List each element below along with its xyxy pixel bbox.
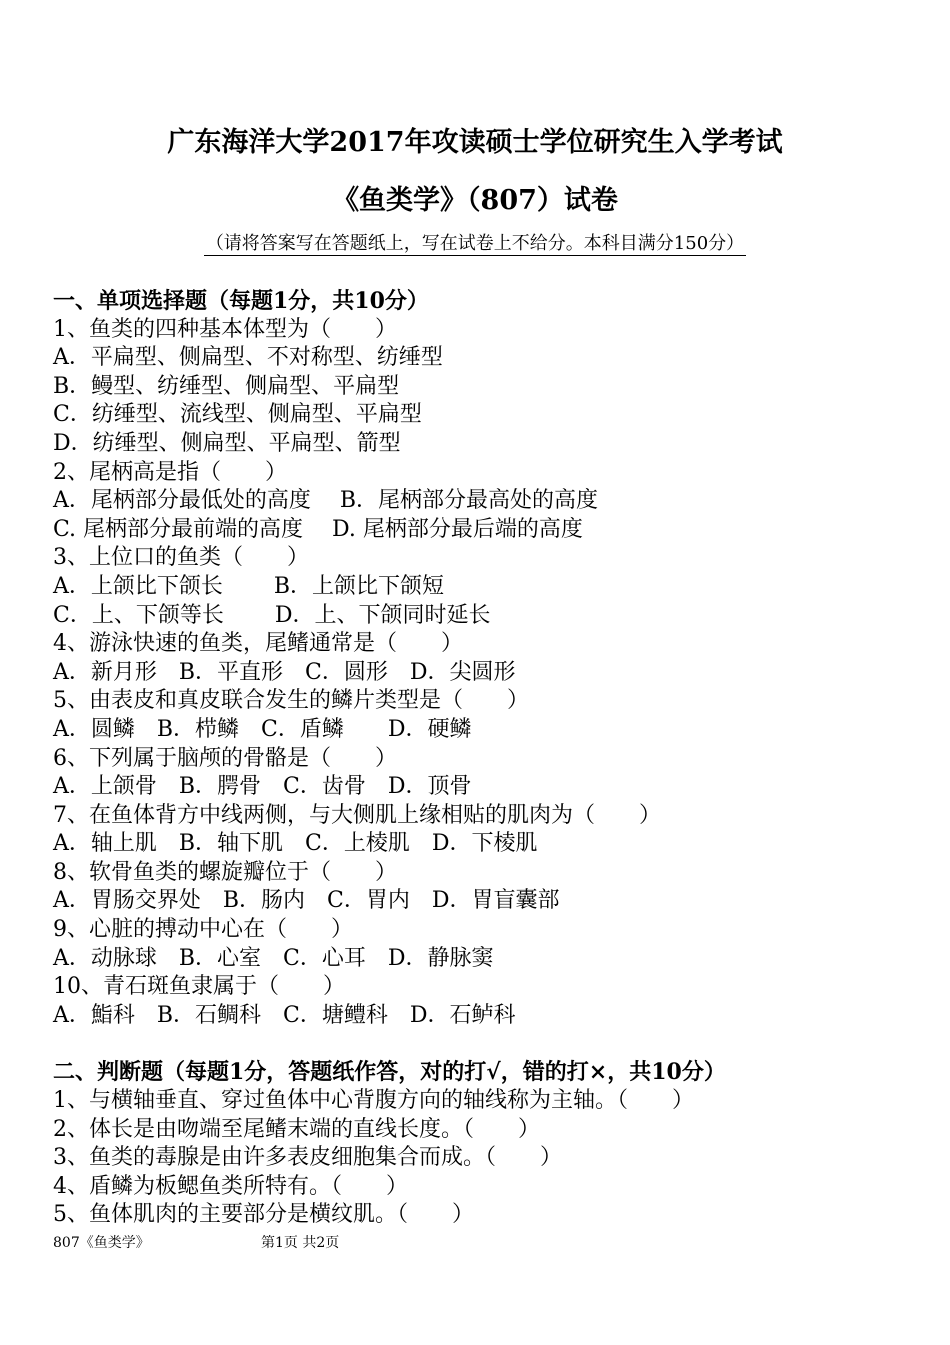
judgment-line: 1、与横轴垂直、穿过鱼体中心背腹方向的轴线称为主轴。（ ） [53,1088,694,1114]
exam-content [53,287,933,1230]
footer-page-number: 第1页 共2页 [261,1235,340,1251]
question-line: A．圆鳞 B．栉鳞 C．盾鳞 D．硬鳞 [53,716,472,742]
footer-course: 807《鱼类学》 [53,1235,150,1251]
question-line: C．上、下颌等长 D．上、下颌同时延长 [53,602,491,628]
question-line: C. 尾柄部分最前端的高度 D. 尾柄部分最后端的高度 [53,516,583,542]
judgment-line: 5、鱼体肌肉的主要部分是横纹肌。（ ） [53,1202,474,1228]
question-line: A．轴上肌 B．轴下肌 C．上棱肌 D．下棱肌 [53,831,538,857]
question-line: B．鳗型、纺缍型、侧扁型、平扁型 [53,373,400,399]
choice-questions [53,316,933,1031]
exam-title: 广东海洋大学2017年攻读硕士学位研究生入学考试 [167,127,783,158]
question-line: 10、青石斑鱼隶属于（ ） [53,974,345,1000]
judgment-line: 4、盾鳞为板鳃鱼类所特有。（ ） [53,1173,408,1199]
section-heading-judgment: 二、判断题（每题1分，答题纸作答，对的打√，错的打×，共10分） [53,1059,726,1086]
question-line: A．鮨科 B．石鲷科 C．塘鳢科 D．石鲈科 [53,1002,516,1028]
question-line: 7、在鱼体背方中线两侧，与大侧肌上缘相贴的肌肉为（ ） [53,802,661,828]
instruction-note [0,232,950,256]
instruction-note-text: （请将答案写在答题纸上，写在试卷上不给分。本科目满分150分） [205,233,745,254]
question-line: A．上颌比下颌长 B．上颌比下颌短 [53,573,445,599]
question-line: 2、尾柄高是指（ ） [53,459,287,485]
judgment-questions [53,1087,933,1230]
question-line: A．新月形 B．平直形 C．圆形 D．尖圆形 [53,659,516,685]
question-line: 4、游泳快速的鱼类，尾鳍通常是（ ） [53,631,463,657]
question-line: C．纺缍型、流线型、侧扁型、平扁型 [53,402,422,428]
question-line: 5、由表皮和真皮联合发生的鳞片类型是（ ） [53,688,529,714]
question-line: A．动脉球 B．心室 C．心耳 D．静脉窦 [53,945,494,971]
question-line: A．胃肠交界处 B．肠内 C．胃内 D．胃盲囊部 [53,888,560,914]
question-line: A．上颌骨 B．腭骨 C．齿骨 D．顶骨 [53,774,472,800]
question-line: 9、心脏的搏动中心在（ ） [53,917,353,943]
judgment-line: 2、体长是由吻端至尾鳍末端的直线长度。（ ） [53,1116,540,1142]
question-line: 8、软骨鱼类的螺旋瓣位于（ ） [53,859,397,885]
question-line: 6、下列属于脑颅的骨骼是（ ） [53,745,397,771]
page-footer [53,1233,339,1253]
question-line: 3、上位口的鱼类（ ） [53,545,309,571]
question-line: 1、鱼类的四种基本体型为（ ） [53,316,397,342]
section-gap [53,1030,933,1058]
question-line: A．平扁型、侧扁型、不对称型、纺缍型 [53,345,443,371]
judgment-line: 3、鱼类的毒腺是由许多表皮细胞集合而成。（ ） [53,1145,562,1171]
exam-subtitle: 《鱼类学》（807）试卷 [332,185,618,216]
section-heading-choice: 一、单项选择题（每题1分，共10分） [53,288,429,314]
question-line: A．尾柄部分最低处的高度 B．尾柄部分最高处的高度 [53,488,599,514]
question-line: D．纺缍型、侧扁型、平扁型、箭型 [53,430,401,456]
